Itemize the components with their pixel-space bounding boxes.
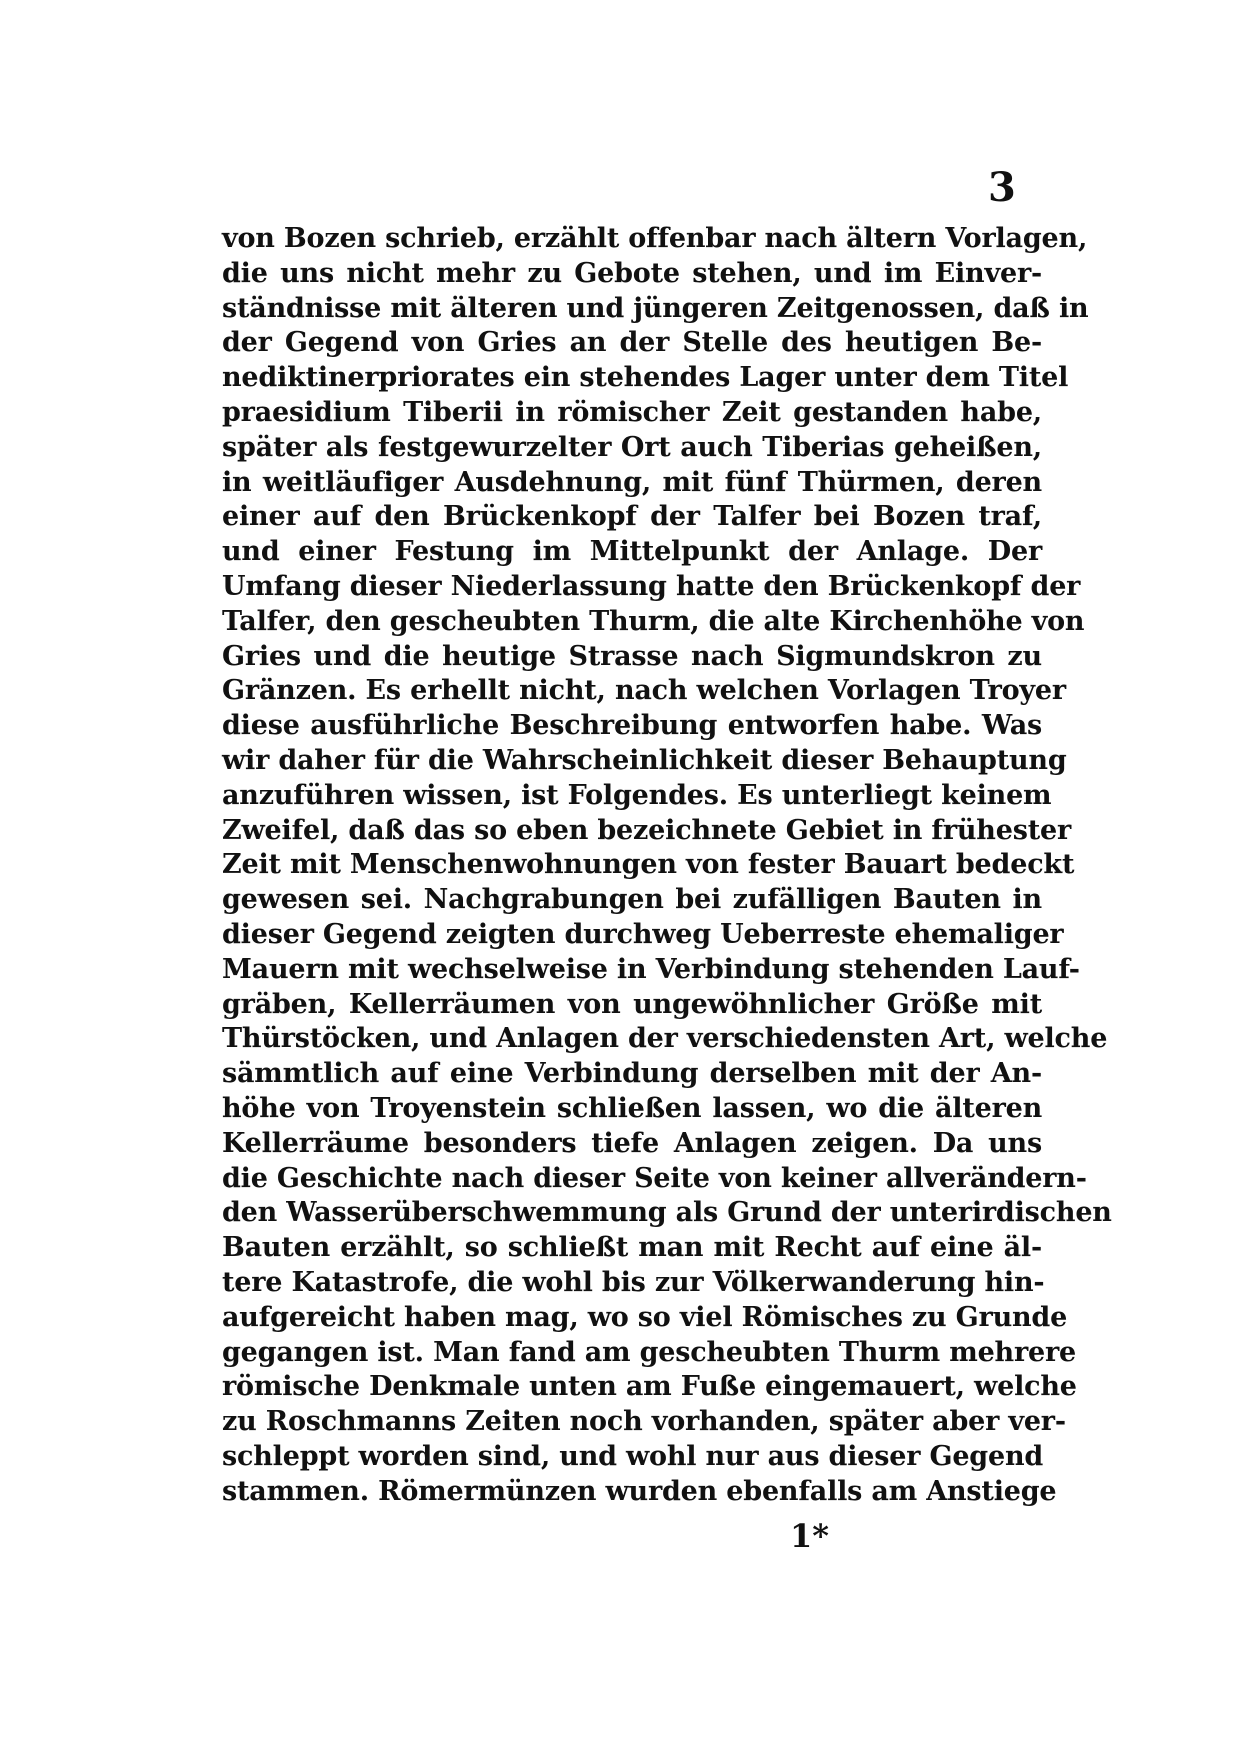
text-line: in weitläufiger Ausdehnung, mit fünf Thürmen, deren	[222, 466, 1042, 498]
text-line: die uns nicht mehr zu Gebote stehen, und im Einver-	[222, 257, 1042, 289]
text-line: Zweifel, daß das so eben bezeichnete Gebiet in frühester	[222, 814, 1071, 846]
text-line: Mauern mit wechselweise in Verbindung stehenden Lauf-	[222, 953, 1080, 985]
text-line: römische Denkmale unten am Fuße eingemauert, welche	[222, 1371, 1077, 1403]
text-line: Thürstöcken, und Anlagen der verschiedensten Art, welche	[222, 1023, 1108, 1055]
text-line: praesidium Tiberii in römischer Zeit gestanden habe,	[222, 396, 1042, 428]
text-line: zu Roschmanns Zeiten noch vorhanden, später aber ver-	[222, 1406, 1066, 1438]
text-line: aufgereicht haben mag, wo so viel Römisches zu Grunde	[222, 1301, 1068, 1333]
text-line: Kellerräume besonders tiefe Anlagen zeigen. Da uns	[222, 1127, 1042, 1159]
text-line: Umfang dieser Niederlassung hatte den Brückenkopf der	[222, 570, 1081, 602]
text-line: dieser Gegend zeigten durchweg Ueberreste ehemaliger	[222, 918, 1064, 950]
text-line: diese ausführliche Beschreibung entworfen habe. Was	[222, 710, 1042, 742]
text-line: später als festgewurzelter Ort auch Tiberias geheißen,	[222, 431, 1042, 463]
text-line: gegangen ist. Man fand am gescheubten Thurm mehrere	[222, 1336, 1076, 1368]
text-line: schleppt worden sind, und wohl nur aus dieser Gegend	[222, 1440, 1044, 1472]
text-line: Talfer, den gescheubten Thurm, die alte Kirchenhöhe von	[222, 605, 1085, 637]
body-text	[222, 222, 1112, 1509]
text-line: sämmtlich auf eine Verbindung derselben mit der An-	[222, 1058, 1042, 1090]
text-line: der Gegend von Gries an der Stelle des heutigen Be-	[222, 327, 1042, 359]
text-line: tere Katastrofe, die wohl bis zur Völkerwanderung hin-	[222, 1266, 1045, 1298]
text-line: Bauten erzählt, so schließt man mit Recht auf eine äl-	[222, 1232, 1042, 1264]
text-line: und einer Festung im Mittelpunkt der Anlage. Der	[222, 536, 1042, 568]
text-line: Zeit mit Menschenwohnungen von fester Bauart bedeckt	[222, 849, 1075, 881]
page-number: 3	[988, 164, 1016, 211]
text-line: anzuführen wissen, ist Folgendes. Es unterliegt keinem	[222, 779, 1052, 811]
text-line: Gries und die heutige Strasse nach Sigmundskron zu	[222, 640, 1042, 672]
text-line: einer auf den Brückenkopf der Talfer bei Bozen traf,	[222, 501, 1042, 533]
text-line: gewesen sei. Nachgrabungen bei zufälligen Bauten in	[222, 884, 1042, 916]
text-line: die Geschichte nach dieser Seite von keiner allverändern-	[222, 1162, 1087, 1194]
signature-mark: 1*	[790, 1517, 829, 1555]
text-line: nediktinerpriorates ein stehendes Lager unter dem Titel	[222, 362, 1069, 394]
text-line: höhe von Troyenstein schließen lassen, wo die älteren	[222, 1092, 1042, 1124]
text-line: ständnisse mit älteren und jüngeren Zeitgenossen, daß in	[222, 292, 1089, 324]
text-line: von Bozen schrieb, erzählt offenbar nach ältern Vorlagen,	[222, 223, 1088, 254]
text-line: den Wasserüberschwemmung als Grund der unterirdischen	[222, 1197, 1112, 1229]
text-line: stammen. Römermünzen wurden ebenfalls am Anstiege	[222, 1475, 1057, 1507]
text-line: Gränzen. Es erhellt nicht, nach welchen Vorlagen Troyer	[222, 675, 1066, 707]
text-line: wir daher für die Wahrscheinlichkeit dieser Behauptung	[222, 744, 1067, 776]
text-line: gräben, Kellerräumen von ungewöhnlicher Größe mit	[222, 988, 1042, 1020]
